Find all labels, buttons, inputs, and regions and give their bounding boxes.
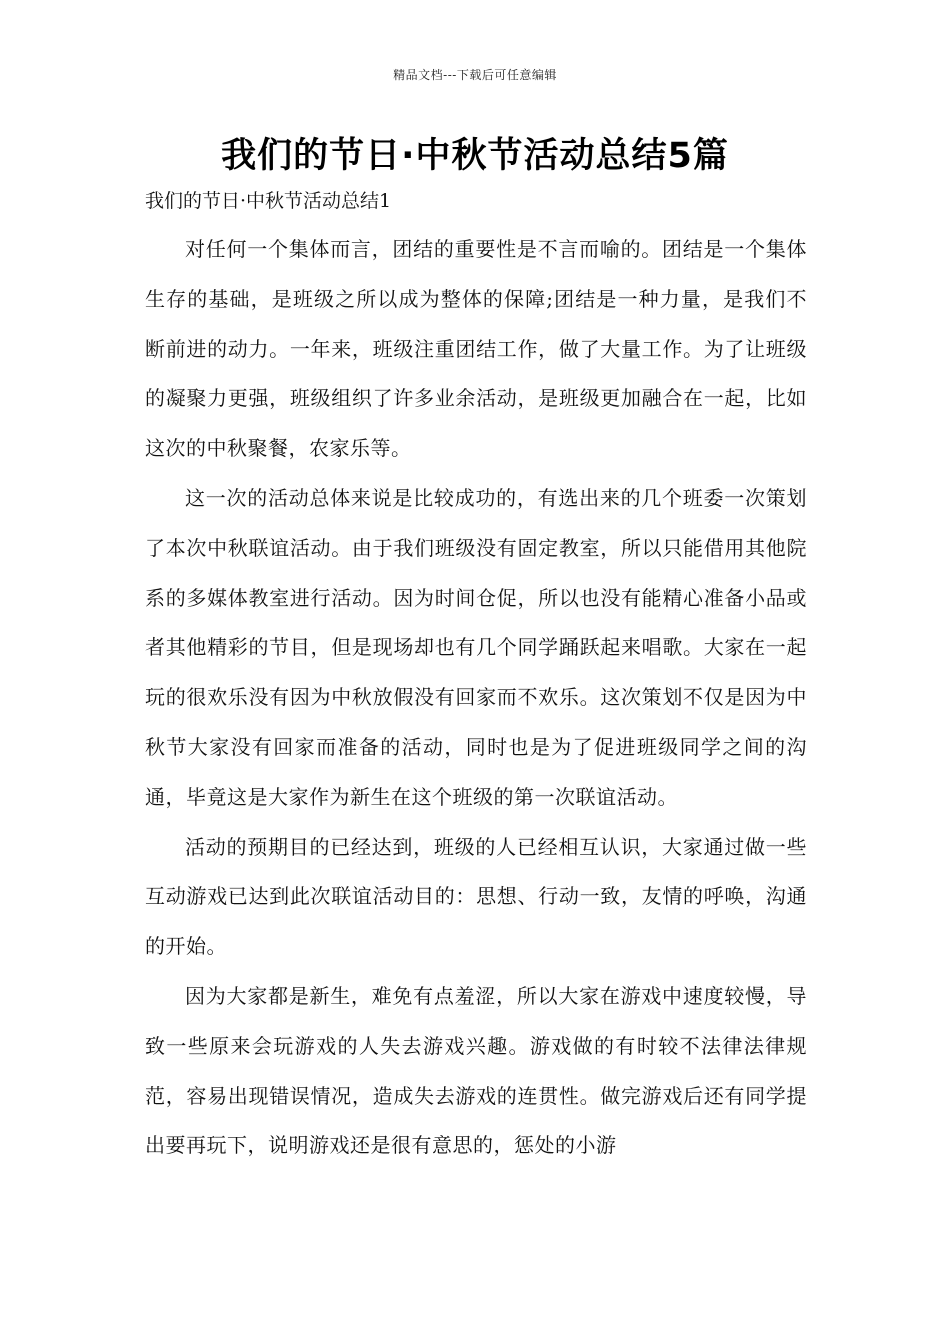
body-paragraph: 这一次的活动总体来说是比较成功的，有选出来的几个班委一次策划了本次中秋联谊活动。由于我们班级没有固定教室，所以只能借用其他院系的多媒体教室进行活动。因为时间仓促，所以也没有能精心准备小品或者其他精彩的节目，但是现场却也有几个同学踊跃起来唱歌。大家在一起玩的很欢乐没有因为中秋放假没有回家而不欢乐。这次策划不仅是因为中秋节大家没有回家而准备的活动，同时也是为了促进班级同学之间的沟通，毕竟这是大家作为新生在这个班级的第一次联谊活动。 [145, 485, 807, 809]
document-body [145, 225, 807, 1171]
body-paragraph: 活动的预期目的已经达到，班级的人已经相互认识，大家通过做一些互动游戏已达到此次联谊活动目的：思想、行动一致，友情的呼唤，沟通的开始。 [145, 834, 807, 959]
body-paragraph: 对任何一个集体而言，团结的重要性是不言而喻的。团结是一个集体生存的基础，是班级之所以成为整体的保障;团结是一种力量，是我们不断前进的动力。一年来，班级注重团结工作，做了大量工作。为了让班级的凝聚力更强，班级组织了许多业余活动，是班级更加融合在一起，比如这次的中秋聚餐，农家乐等。 [145, 237, 807, 461]
section-heading: 我们的节日·中秋节活动总结1 [145, 190, 392, 212]
body-paragraph: 因为大家都是新生，难免有点羞涩，所以大家在游戏中速度较慢，导致一些原来会玩游戏的人失去游戏兴趣。游戏做的有时较不法律法律规范，容易出现错误情况，造成失去游戏的连贯性。做完游戏后还有同学提出要再玩下，说明游戏还是很有意思的，惩处的小游 [145, 983, 807, 1158]
header-watermark: 精品文档---下载后可任意编辑 [393, 68, 557, 82]
document-title: 我们的节日·中秋节活动总结5篇 [221, 136, 729, 176]
